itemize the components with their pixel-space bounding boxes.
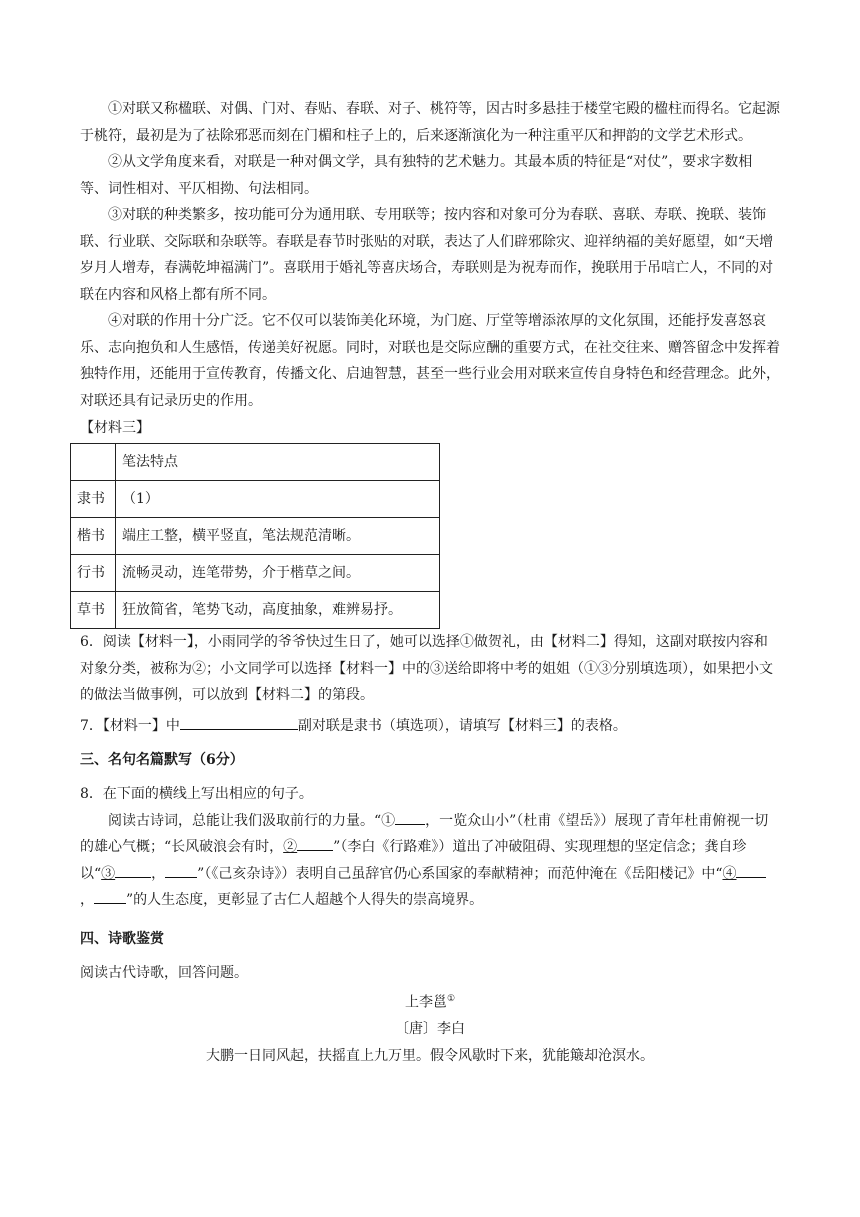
- paragraph-2: ②从文学角度来看，对联是一种对偶文学，具有独特的艺术魅力。其最本质的特征是“对仗”，要求字数相等、词性相对、平仄相拗、句法相同。: [80, 154, 753, 197]
- table-desc-cell: 流畅灵动，连笔带势，介于楷草之间。: [116, 555, 440, 592]
- table-header-cell: 笔法特点: [116, 444, 440, 481]
- answer-blank-4b[interactable]: [94, 887, 126, 904]
- blank-marker-4: ④: [722, 865, 737, 882]
- passage-text: ”（李白《行路难》）道出了冲破阻碍、实现理想的坚定信念；龚自珍以“: [80, 839, 747, 882]
- poem-title-text: 上李邕: [404, 994, 447, 1011]
- answer-blank-1[interactable]: [395, 808, 425, 825]
- paragraph-3: ③对联的种类繁多，按功能可分为通用联、专用联等；按内容和对象可分为春联、喜联、寿联、挽联、装饰联、行业联、交际联和杂联等。春联是春节时张贴的对联，表达了人们辟邪除灾、迎祥纳福的美好愿望，如“天增岁月人增寿，春满乾坤福满门”。喜联用于婚礼等喜庆场合，寿联则是为祝寿而作，挽联用于吊唁亡人，不同的对联在内容和风格上都有所不同。: [80, 207, 774, 303]
- passage-text: ”的人生态度，更彰显了古仁人超越个人得失的崇高境界。: [126, 892, 484, 908]
- material3-table: [70, 443, 440, 629]
- poem-footnote-marker: ①: [446, 994, 456, 1004]
- answer-blank-3a[interactable]: [115, 861, 151, 878]
- poem-author: 〔唐〕李白: [395, 1021, 465, 1038]
- question-7-suffix: 副对联是隶书（填选项），请填写【材料三】的表格。: [297, 717, 627, 734]
- answer-blank-3b[interactable]: [165, 861, 197, 878]
- question-8-passage: [80, 808, 780, 914]
- table-row: [71, 592, 440, 629]
- table-style-cell: 草书: [71, 592, 116, 629]
- material3-label: 【材料三】: [80, 420, 150, 436]
- table-style-cell: 楷书: [71, 518, 116, 555]
- table-style-cell: 行书: [71, 555, 116, 592]
- table-desc-cell: 狂放简省，笔势飞动，高度抽象，难辨易抒。: [116, 592, 440, 629]
- answer-blank-2[interactable]: [297, 834, 333, 851]
- poem-line: 大鹏一日同风起，扶摇直上九万里。假令风歇时下来，犹能簸却沧溟水。: [206, 1047, 654, 1064]
- table-corner-cell: [71, 444, 116, 481]
- table-header-row: [71, 444, 440, 481]
- section-4-title: 四、诗歌鉴赏: [80, 930, 164, 947]
- paragraph-4: ④对联的作用十分广泛。它不仅可以装饰美化环境，为门庭、厅堂等增添浓厚的文化氛围，还能抒发喜怒哀乐、志向抱负和人生感悟，传递美好祝愿。同时，对联也是交际应酬的重要方式，在社交往来、赠答留念中发挥着独特作用，还能用于宣传教育，传播文化、启迪智慧，甚至一些行业会用对联来宣传自身特色和经营理念。此外，对联还具有记录历史的作用。: [80, 313, 780, 409]
- passage-text: 阅读古诗词，总能让我们汲取前行的力量。“: [108, 812, 382, 829]
- answer-blank-4a[interactable]: [736, 861, 766, 878]
- passage-text: ，: [80, 892, 94, 908]
- question-8: 8．在下面的横线上写出相应的句子。: [80, 786, 313, 802]
- table-row: [71, 481, 440, 518]
- section-4-intro: 阅读古代诗歌，回答问题。: [80, 964, 248, 981]
- table-desc-cell: 端庄工整，横平竖直，笔法规范清晰。: [116, 518, 440, 555]
- answer-blank[interactable]: [180, 713, 298, 730]
- poem-title: [80, 986, 780, 1016]
- paragraph-1: ①对联又称楹联、对偶、门对、春贴、春联、对子、桃符等，因古时多悬挂于楼堂宅殿的楹柱而得名。它起源于桃符，最初是为了祛除邪恶而刻在门楣和柱子上的，后来逐渐演化为一种注重平仄和押韵的文学艺术形式。: [80, 101, 780, 144]
- blank-marker-2: ②: [283, 839, 298, 855]
- passage-text: ，一览众山小”（杜甫《望岳》）展现了青年杜甫俯视一切的雄心气概；“长风破浪会有时，: [80, 812, 769, 855]
- table-desc-cell: （1）: [116, 481, 440, 518]
- question-6: 6．阅读【材料一】，小雨同学的爷爷快过生日了，她可以选择①做贺礼，由【材料二】得知，这副对联按内容和对象分类，被称为②；小文同学可以选择【材料一】中的③送给即将中考的姐姐（①③分别填选项），如果把小文的做法当做事例，可以放到【材料二】的第段。: [80, 634, 773, 703]
- question-7: [80, 713, 780, 740]
- table-row: [71, 518, 440, 555]
- passage-text: ，: [151, 865, 166, 882]
- document-content: [77, 96, 780, 1069]
- blank-marker-1: ①: [381, 812, 396, 829]
- blank-marker-3: ③: [101, 865, 116, 882]
- passage-text: ”（《己亥杂诗》）表明自己虽辞官仍心系国家的奉献精神；而范仲淹在《岳阳楼记》中“: [197, 865, 723, 882]
- table-row: [71, 555, 440, 592]
- table-style-cell: 隶书: [71, 481, 116, 518]
- question-7-prefix: 7．【材料一】中: [80, 717, 180, 734]
- section-3-title: 三、名句名篇默写（6分）: [80, 752, 244, 768]
